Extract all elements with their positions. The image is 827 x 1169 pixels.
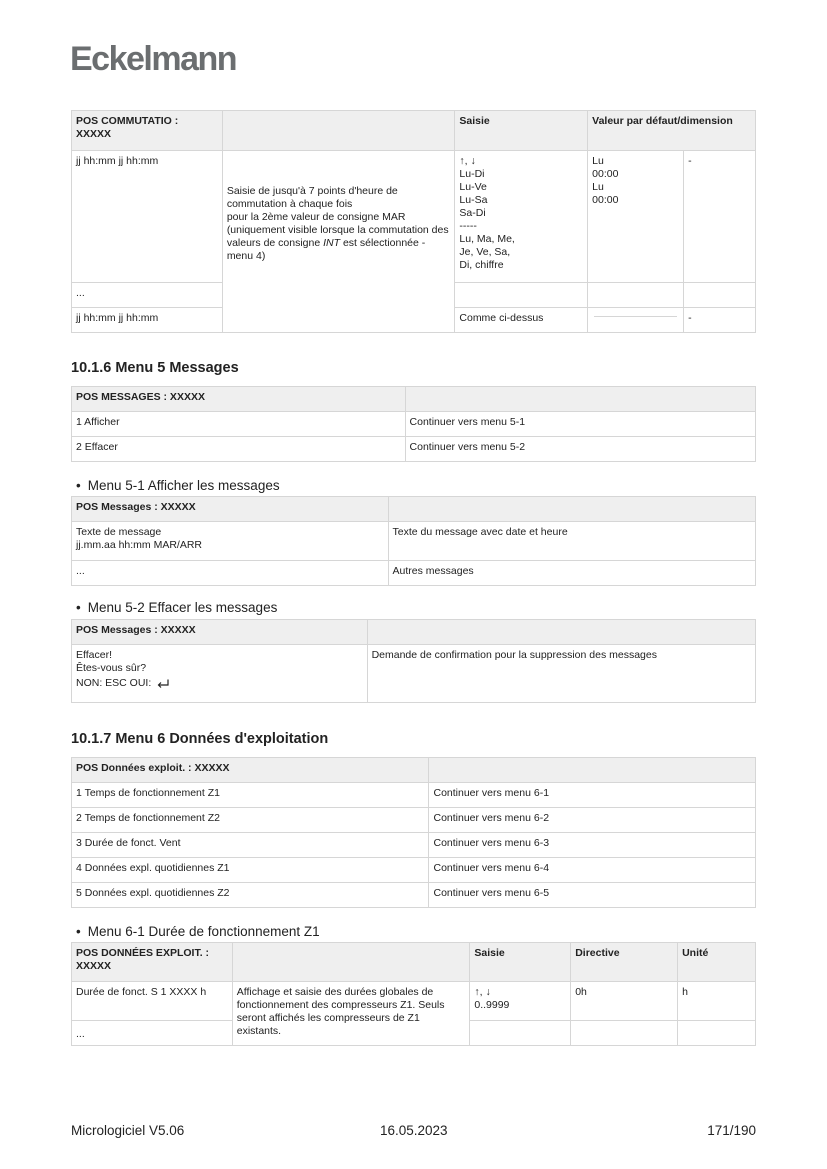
runtime-z1-row2-unite	[678, 1021, 756, 1046]
operating-data-row-label: 1 Temps de fonctionnement Z1	[72, 783, 429, 808]
operating-data-row-label: 2 Temps de fonctionnement Z2	[72, 808, 429, 833]
operating-data-row-label: 3 Durée de fonct. Vent	[72, 833, 429, 858]
messages-display-table	[71, 496, 756, 586]
commutation-header-saisie: Saisie	[455, 111, 588, 151]
runtime-z1-row1-unite: h	[678, 982, 756, 1021]
messages-delete-line3-wrap	[76, 677, 363, 690]
commutation-row1-dimension: -	[684, 151, 756, 283]
runtime-z1-row2-saisie	[470, 1021, 571, 1046]
bullet-dot: •	[76, 478, 81, 493]
operating-data-row-value: Continuer vers menu 6-4	[429, 858, 756, 883]
messages-delete-header-blank	[367, 620, 755, 645]
runtime-z1-row2-label: ...	[72, 1021, 233, 1046]
messages-delete-value: Demande de confirmation pour la suppression des messages	[367, 645, 755, 703]
bullet-menu-6-1	[76, 924, 320, 939]
messages-display-row2-value: Autres messages	[388, 561, 755, 586]
commutation-row1-label: jj hh:mm jj hh:mm	[72, 151, 223, 283]
operating-data-row-label: 5 Données expl. quotidiennes Z2	[72, 883, 429, 908]
operating-data-row-value: Continuer vers menu 6-5	[429, 883, 756, 908]
messages-delete-line2: Êtes-vous sûr?	[76, 662, 147, 674]
messages-display-row1-label: Texte de message jj.mm.aa hh:mm MAR/ARR	[72, 522, 389, 561]
bullet-menu-5-2-text: Menu 5-2 Effacer les messages	[87, 600, 278, 615]
bullet-dot: •	[76, 600, 81, 615]
section-heading-menu6: 10.1.7 Menu 6 Données d'exploitation	[71, 731, 329, 747]
commutation-row3-default-line	[594, 316, 677, 317]
runtime-z1-header-blank	[232, 943, 470, 982]
messages-delete-label	[72, 645, 368, 703]
messages-row-value: Continuer vers menu 5-1	[405, 412, 755, 437]
messages-header-blank	[405, 387, 755, 412]
messages-table	[71, 386, 756, 462]
runtime-z1-header-directive: Directive	[571, 943, 678, 982]
commutation-description	[222, 151, 455, 333]
messages-delete-table	[71, 619, 756, 703]
commutation-row3-default	[588, 308, 684, 333]
commutation-row2-dimension	[684, 283, 756, 308]
runtime-z1-row1-directive: 0h	[571, 982, 678, 1021]
commutation-row2-label: ...	[72, 283, 223, 308]
runtime-z1-description: Affichage et saisie des durées globales de fonctionnement des compresseurs Z1. Seuls seront affichés les compresseurs de Z1 existants.	[232, 982, 470, 1046]
commutation-description-text: Saisie de jusqu'à 7 points d'heure de commutation à chaque fois pour la 2ème valeur de consigne MAR (uniquement visible lorsque la commutation des valeurs de consigne	[226, 184, 449, 249]
commutation-header-pos: POS COMMUTATIO : XXXXX	[72, 111, 223, 151]
bullet-dot: •	[76, 924, 81, 939]
runtime-z1-table	[71, 942, 756, 1046]
messages-display-header-blank	[388, 497, 755, 522]
runtime-z1-row1-saisie: ↑, ↓ 0..9999	[470, 982, 571, 1021]
footer-page-number: 171/190	[707, 1123, 756, 1138]
runtime-z1-row2-directive	[571, 1021, 678, 1046]
commutation-row1-default: Lu 00:00 Lu 00:00	[588, 151, 684, 283]
operating-data-row-value: Continuer vers menu 6-1	[429, 783, 756, 808]
section-heading-menu5: 10.1.6 Menu 5 Messages	[71, 360, 239, 376]
operating-data-header: POS Données exploit. : XXXXX	[72, 758, 429, 783]
footer-date: 16.05.2023	[380, 1123, 448, 1138]
operating-data-table	[71, 757, 756, 908]
operating-data-row-value: Continuer vers menu 6-3	[429, 833, 756, 858]
messages-row-label: 1 Afficher	[72, 412, 406, 437]
commutation-row1-saisie: ↑, ↓ Lu-Di Lu-Ve Lu-Sa Sa-Di ----- Lu, Ma, Me, Je, Ve, Sa, Di, chiffre	[455, 151, 588, 283]
runtime-z1-header-pos: POS DONNÉES EXPLOIT. : XXXXX	[72, 943, 233, 982]
messages-delete-header: POS Messages : XXXXX	[72, 620, 368, 645]
operating-data-header-blank	[429, 758, 756, 783]
messages-row-label: 2 Effacer	[72, 437, 406, 462]
messages-delete-line1: Effacer!	[76, 649, 112, 661]
commutation-header-default: Valeur par défaut/dimension	[588, 111, 756, 151]
commutation-header-blank	[222, 111, 455, 151]
messages-delete-line3: NON: ESC OUI:	[76, 677, 152, 689]
commutation-row3-saisie: Comme ci-dessus	[455, 308, 588, 333]
bullet-menu-5-2	[76, 600, 277, 615]
enter-key-icon	[157, 679, 169, 688]
commutation-row2-default	[588, 283, 684, 308]
commutation-row2-saisie	[455, 283, 588, 308]
commutation-description-end: est sélectionnée - menu 4)	[226, 236, 426, 262]
runtime-z1-row1-label: Durée de fonct. S 1 XXXX h	[72, 982, 233, 1021]
bullet-menu-5-1-text: Menu 5-1 Afficher les messages	[87, 478, 280, 493]
bullet-menu-5-1	[76, 478, 280, 493]
messages-display-row2-label: ...	[72, 561, 389, 586]
operating-data-row-label: 4 Données expl. quotidiennes Z1	[72, 858, 429, 883]
runtime-z1-header-saisie: Saisie	[470, 943, 571, 982]
footer-firmware: Micrologiciel V5.06	[71, 1123, 185, 1138]
messages-row-value: Continuer vers menu 5-2	[405, 437, 755, 462]
messages-display-header: POS Messages : XXXXX	[72, 497, 389, 522]
commutation-row3-label: jj hh:mm jj hh:mm	[72, 308, 223, 333]
messages-header: POS MESSAGES : XXXXX	[72, 387, 406, 412]
bullet-menu-6-1-text: Menu 6-1 Durée de fonctionnement Z1	[87, 924, 320, 939]
commutation-table	[71, 110, 756, 333]
eckelmann-logo: Eckelmann	[70, 40, 237, 78]
messages-display-row1-value: Texte du message avec date et heure	[388, 522, 755, 561]
runtime-z1-header-unite: Unité	[678, 943, 756, 982]
operating-data-row-value: Continuer vers menu 6-2	[429, 808, 756, 833]
commutation-row3-dimension: -	[684, 308, 756, 333]
commutation-description-italic: INT	[323, 236, 341, 249]
